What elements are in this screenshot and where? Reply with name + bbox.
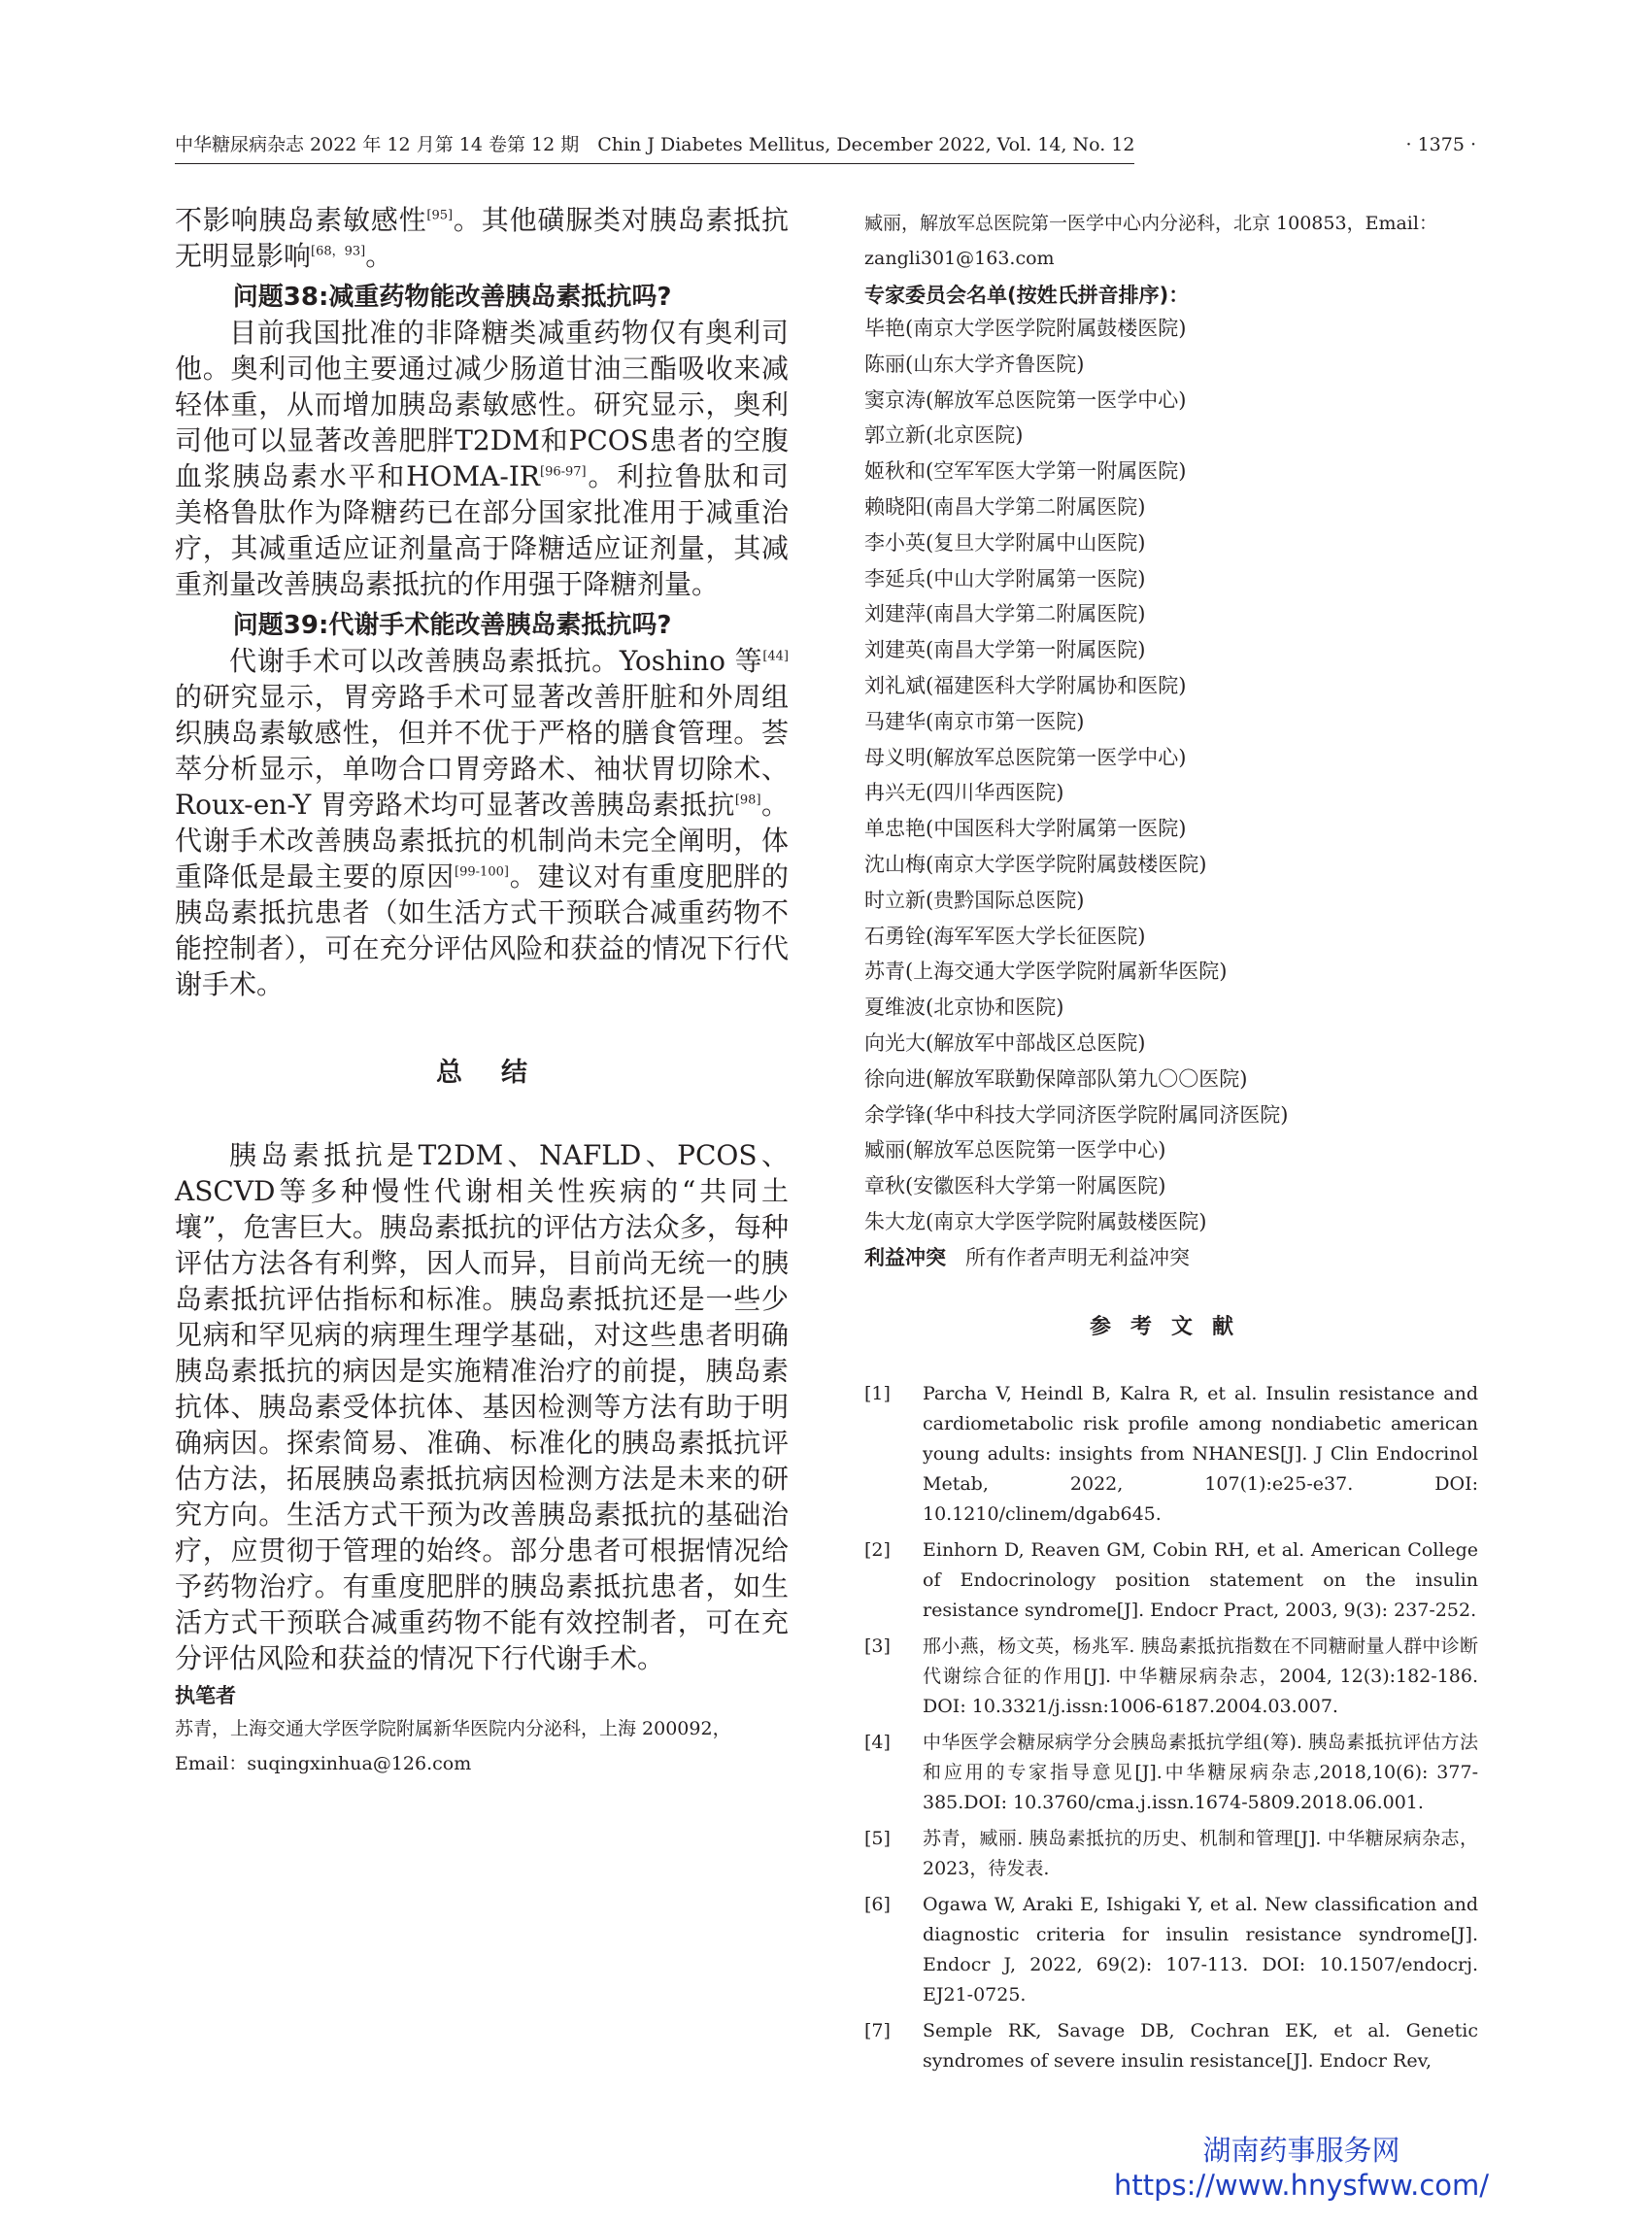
- expert-item: 朱大龙(南京大学医学院附属鼓楼医院): [864, 1209, 1207, 1233]
- expert-item: 毕艳(南京大学医学院附属鼓楼医院): [864, 317, 1187, 340]
- conflict-statement: [864, 1240, 1478, 1275]
- question-38-paragraph: 目前我国批准的非降糖类减重药物仅有奥利司他。奥利司他主要通过减少肠道甘油三酯吸收来减轻体重，从而增加胰岛素敏感性。研究显示，奥利司他可以显著改善肥胖T2DM和PCOS患者的空腹血浆胰岛素水平和HOMA-IR[96-97]。利拉鲁肽和司美格鲁肽作为降糖药已在部分国家批准用于减重治疗，其减重适应证剂量高于降糖适应证剂量，其减重剂量改善胰岛素抵抗的作用强于降糖剂量。: [175, 317, 789, 600]
- author-affiliation-2: 臧丽，解放军总医院第一医学中心内分泌科，北京 100853，Email：zangli301@163.com: [864, 213, 1437, 269]
- reference-text: Semple RK, Savage DB, Cochran EK, et al. Genetic syndromes of severe insulin resistance[J]. Endocr Rev,: [923, 2019, 1478, 2072]
- reference-item: [864, 1379, 1478, 1530]
- reference-number: [2]: [864, 1538, 891, 1561]
- conflict-label: 利益冲突: [864, 1245, 946, 1269]
- expert-item: 余学锋(华中科技大学同济医学院附属同济医院): [864, 1102, 1289, 1127]
- reference-item: [864, 1728, 1478, 1818]
- expert-item: 陈丽(山东大学齐鲁医院): [864, 352, 1085, 376]
- reference-text: 中华医学会糖尿病学分会胰岛素抵抗学组(筹). 胰岛素抵抗评估方法和应用的专家指导意见[J].中华糖尿病杂志,2018,10(6): 377-385.DOI: 10.3760/cma.j.issn.1674-5809.2018.06.001.: [923, 1731, 1478, 1813]
- expert-item: 姬秋和(空军军医大学第一附属医院): [864, 459, 1187, 484]
- expert-item: 徐向进(解放军联勤保障部队第九〇〇医院): [864, 1066, 1248, 1091]
- expert-item: 马建华(南京市第一医院): [864, 709, 1085, 733]
- expert-item: 刘建萍(南昌大学第二附属医院): [864, 602, 1146, 626]
- references-heading: 参考文献: [1089, 1314, 1253, 1339]
- watermark-url[interactable]: https://www.hnysfww.com/: [1113, 2169, 1490, 2202]
- reference-number: [7]: [864, 2019, 891, 2041]
- expert-item: 沈山梅(南京大学医学院附属鼓楼医院): [864, 852, 1207, 876]
- reference-item: [864, 1890, 1478, 2010]
- summary-paragraph: 胰岛素抵抗是T2DM、NAFLD、PCOS、ASCVD等多种慢性代谢相关性疾病的“共同土壤”，危害巨大。胰岛素抵抗的评估方法众多，每种评估方法各有利弊，因人而异，目前尚无统一的胰岛素抵抗评估指标和标准。胰岛素抵抗还是一些少见病和罕见病的病理生理学基础，对这些患者明确胰岛素抵抗的病因是实施精准治疗的前提，胰岛素抗体、胰岛素受体抗体、基因检测等方法有助于明确病因。探索简易、准确、标准化的胰岛素抵抗评估方法，拓展胰岛素抵抗病因检测方法是未来的研究方向。生活方式干预为改善胰岛素抵抗的基础治疗，应贯彻于管理的始终。部分患者可根据情况给予药物治疗。有重度肥胖的胰岛素抵抗患者，如生活方式干预联合减重药物不能有效控制者，可在充分评估风险和获益的情况下行代谢手术。: [175, 1139, 789, 1674]
- expert-item: 刘礼斌(福建医科大学附属协和医院): [864, 673, 1187, 697]
- question-38-heading: 问题38:减重药物能改善胰岛素抵抗吗?: [232, 283, 672, 312]
- reference-text: Parcha V, Heindl B, Kalra R, et al. Insulin resistance and cardiometabolic risk profile among nondiabetic american young adults: insights from NHANES[J]. J Clin Endocrinol Metab, 2022, 107(1):e25-e37. DOI: 10.1210/clinem/dgab645.: [923, 1382, 1478, 1525]
- summary-heading: 总结: [436, 1058, 566, 1088]
- page-number: · 1375 ·: [1405, 134, 1476, 155]
- reference-number: [4]: [864, 1731, 891, 1753]
- expert-item: 赖晓阳(南昌大学第二附属医院): [864, 494, 1146, 519]
- reference-number: [3]: [864, 1635, 891, 1657]
- citation[interactable]: [95]: [426, 208, 454, 223]
- reference-text: 苏青，臧丽. 胰岛素抵抗的历史、机制和管理[J]. 中华糖尿病杂志，2023，待发表.: [923, 1827, 1478, 1879]
- citation[interactable]: [44]: [762, 649, 789, 664]
- citation[interactable]: [99-100]: [455, 864, 509, 880]
- expert-item: 苏青(上海交通大学医学院附属新华医院): [864, 960, 1228, 984]
- journal-citation: 中华糖尿病杂志 2022 年 12 月第 14 卷第 12 期 Chin J Diabetes Mellitus, December 2022, Vol. 14, No. 12: [175, 130, 1134, 164]
- site-watermark: [1107, 2133, 1496, 2203]
- expert-item: 时立新(贵黔国际总医院): [864, 888, 1085, 912]
- expert-item: 夏维波(北京协和医院): [864, 995, 1064, 1020]
- reference-item: [864, 1632, 1478, 1722]
- reference-list: [864, 1379, 1478, 2076]
- left-column: [175, 202, 789, 1781]
- expert-item: 李延兵(中山大学附属第一医院): [864, 566, 1146, 590]
- experts-label: 专家委员会名单(按姓氏拼音排序)：: [864, 284, 1190, 307]
- conflict-text: 所有作者声明无利益冲突: [965, 1245, 1191, 1269]
- reference-number: [6]: [864, 1893, 891, 1915]
- expert-item: 向光大(解放军中部战区总医院): [864, 1030, 1146, 1055]
- running-header: [175, 130, 1476, 163]
- reference-item: [864, 2016, 1478, 2076]
- watermark-site-name: 湖南药事服务网: [1202, 2134, 1400, 2167]
- reference-text: 邢小燕，杨文英，杨兆军. 胰岛素抵抗指数在不同糖耐量人群中诊断代谢综合征的作用[J]. 中华糖尿病杂志，2004, 12(3):182-186. DOI: 10.3321/j.issn:1006-6187.2004.03.007.: [923, 1635, 1478, 1717]
- question-39-paragraph: 代谢手术可以改善胰岛素抵抗。Yoshino 等[44]的研究显示，胃旁路手术可显著改善肝脏和外周组织胰岛素敏感性，但并不优于严格的膳食管理。荟萃分析显示，单吻合口胃旁路术、袖状胃切除术、Roux-en-Y 胃旁路术均可显著改善胰岛素抵抗[98]。代谢手术改善胰岛素抵抗的机制尚未完全阐明，体重降低是最主要的原因[99-100]。建议对有重度肥胖的胰岛素抵抗患者（如生活方式干预联合减重药物不能控制者），可在充分评估风险和获益的情况下行代谢手术。: [175, 645, 789, 1000]
- expert-item: 单忠艳(中国医科大学附属第一医院): [864, 817, 1187, 841]
- right-column: [864, 206, 1478, 2082]
- reference-number: [1]: [864, 1382, 891, 1404]
- paragraph-sulfonylurea: 不影响胰岛素敏感性[95]。其他磺脲类对胰岛素抵抗无明显影响[68，93]。: [175, 204, 789, 272]
- citation[interactable]: [96-97]: [540, 464, 587, 480]
- reference-text: Ogawa W, Araki E, Ishigaki Y, et al. New classification and diagnostic criteria for insulin resistance syndrome[J]. Endocr J, 2022, 69(2): 107-113. DOI: 10.1507/endocrj. EJ21-0725.: [923, 1893, 1478, 2006]
- reference-item: [864, 1824, 1478, 1884]
- expert-item: 李小英(复旦大学附属中山医院): [864, 530, 1146, 555]
- expert-item: 冉兴无(四川华西医院): [864, 781, 1064, 805]
- expert-list: [864, 311, 1478, 1240]
- reference-number: [5]: [864, 1827, 891, 1849]
- expert-item: 章秋(安徽医科大学第一附属医院): [864, 1174, 1166, 1198]
- citation[interactable]: [98]: [734, 792, 761, 808]
- citation[interactable]: [68，93]: [311, 244, 366, 259]
- author-affiliation: 苏青，上海交通大学医学院附属新华医院内分泌科，上海 200092，Email：suqingxinhua@126.com: [175, 1718, 731, 1774]
- expert-item: 窦京涛(解放军总医院第一医学中心): [864, 388, 1187, 412]
- expert-item: 石勇铨(海军军医大学长征医院): [864, 924, 1146, 948]
- author-label: 执笔者: [175, 1684, 236, 1707]
- expert-item: 母义明(解放军总医院第一医学中心): [864, 745, 1187, 769]
- reference-item: [864, 1535, 1478, 1626]
- reference-text: Einhorn D, Reaven GM, Cobin RH, et al. American College of Endocrinology position statement on the insulin resistance syndrome[J]. Endocr Pract, 2003, 9(3): 237-252.: [923, 1538, 1478, 1621]
- expert-item: 臧丽(解放军总医院第一医学中心): [864, 1138, 1166, 1163]
- expert-item: 郭立新(北京医院): [864, 423, 1024, 448]
- expert-item: 刘建英(南昌大学第一附属医院): [864, 638, 1146, 662]
- question-39-heading: 问题39:代谢手术能改善胰岛素抵抗吗?: [232, 611, 672, 640]
